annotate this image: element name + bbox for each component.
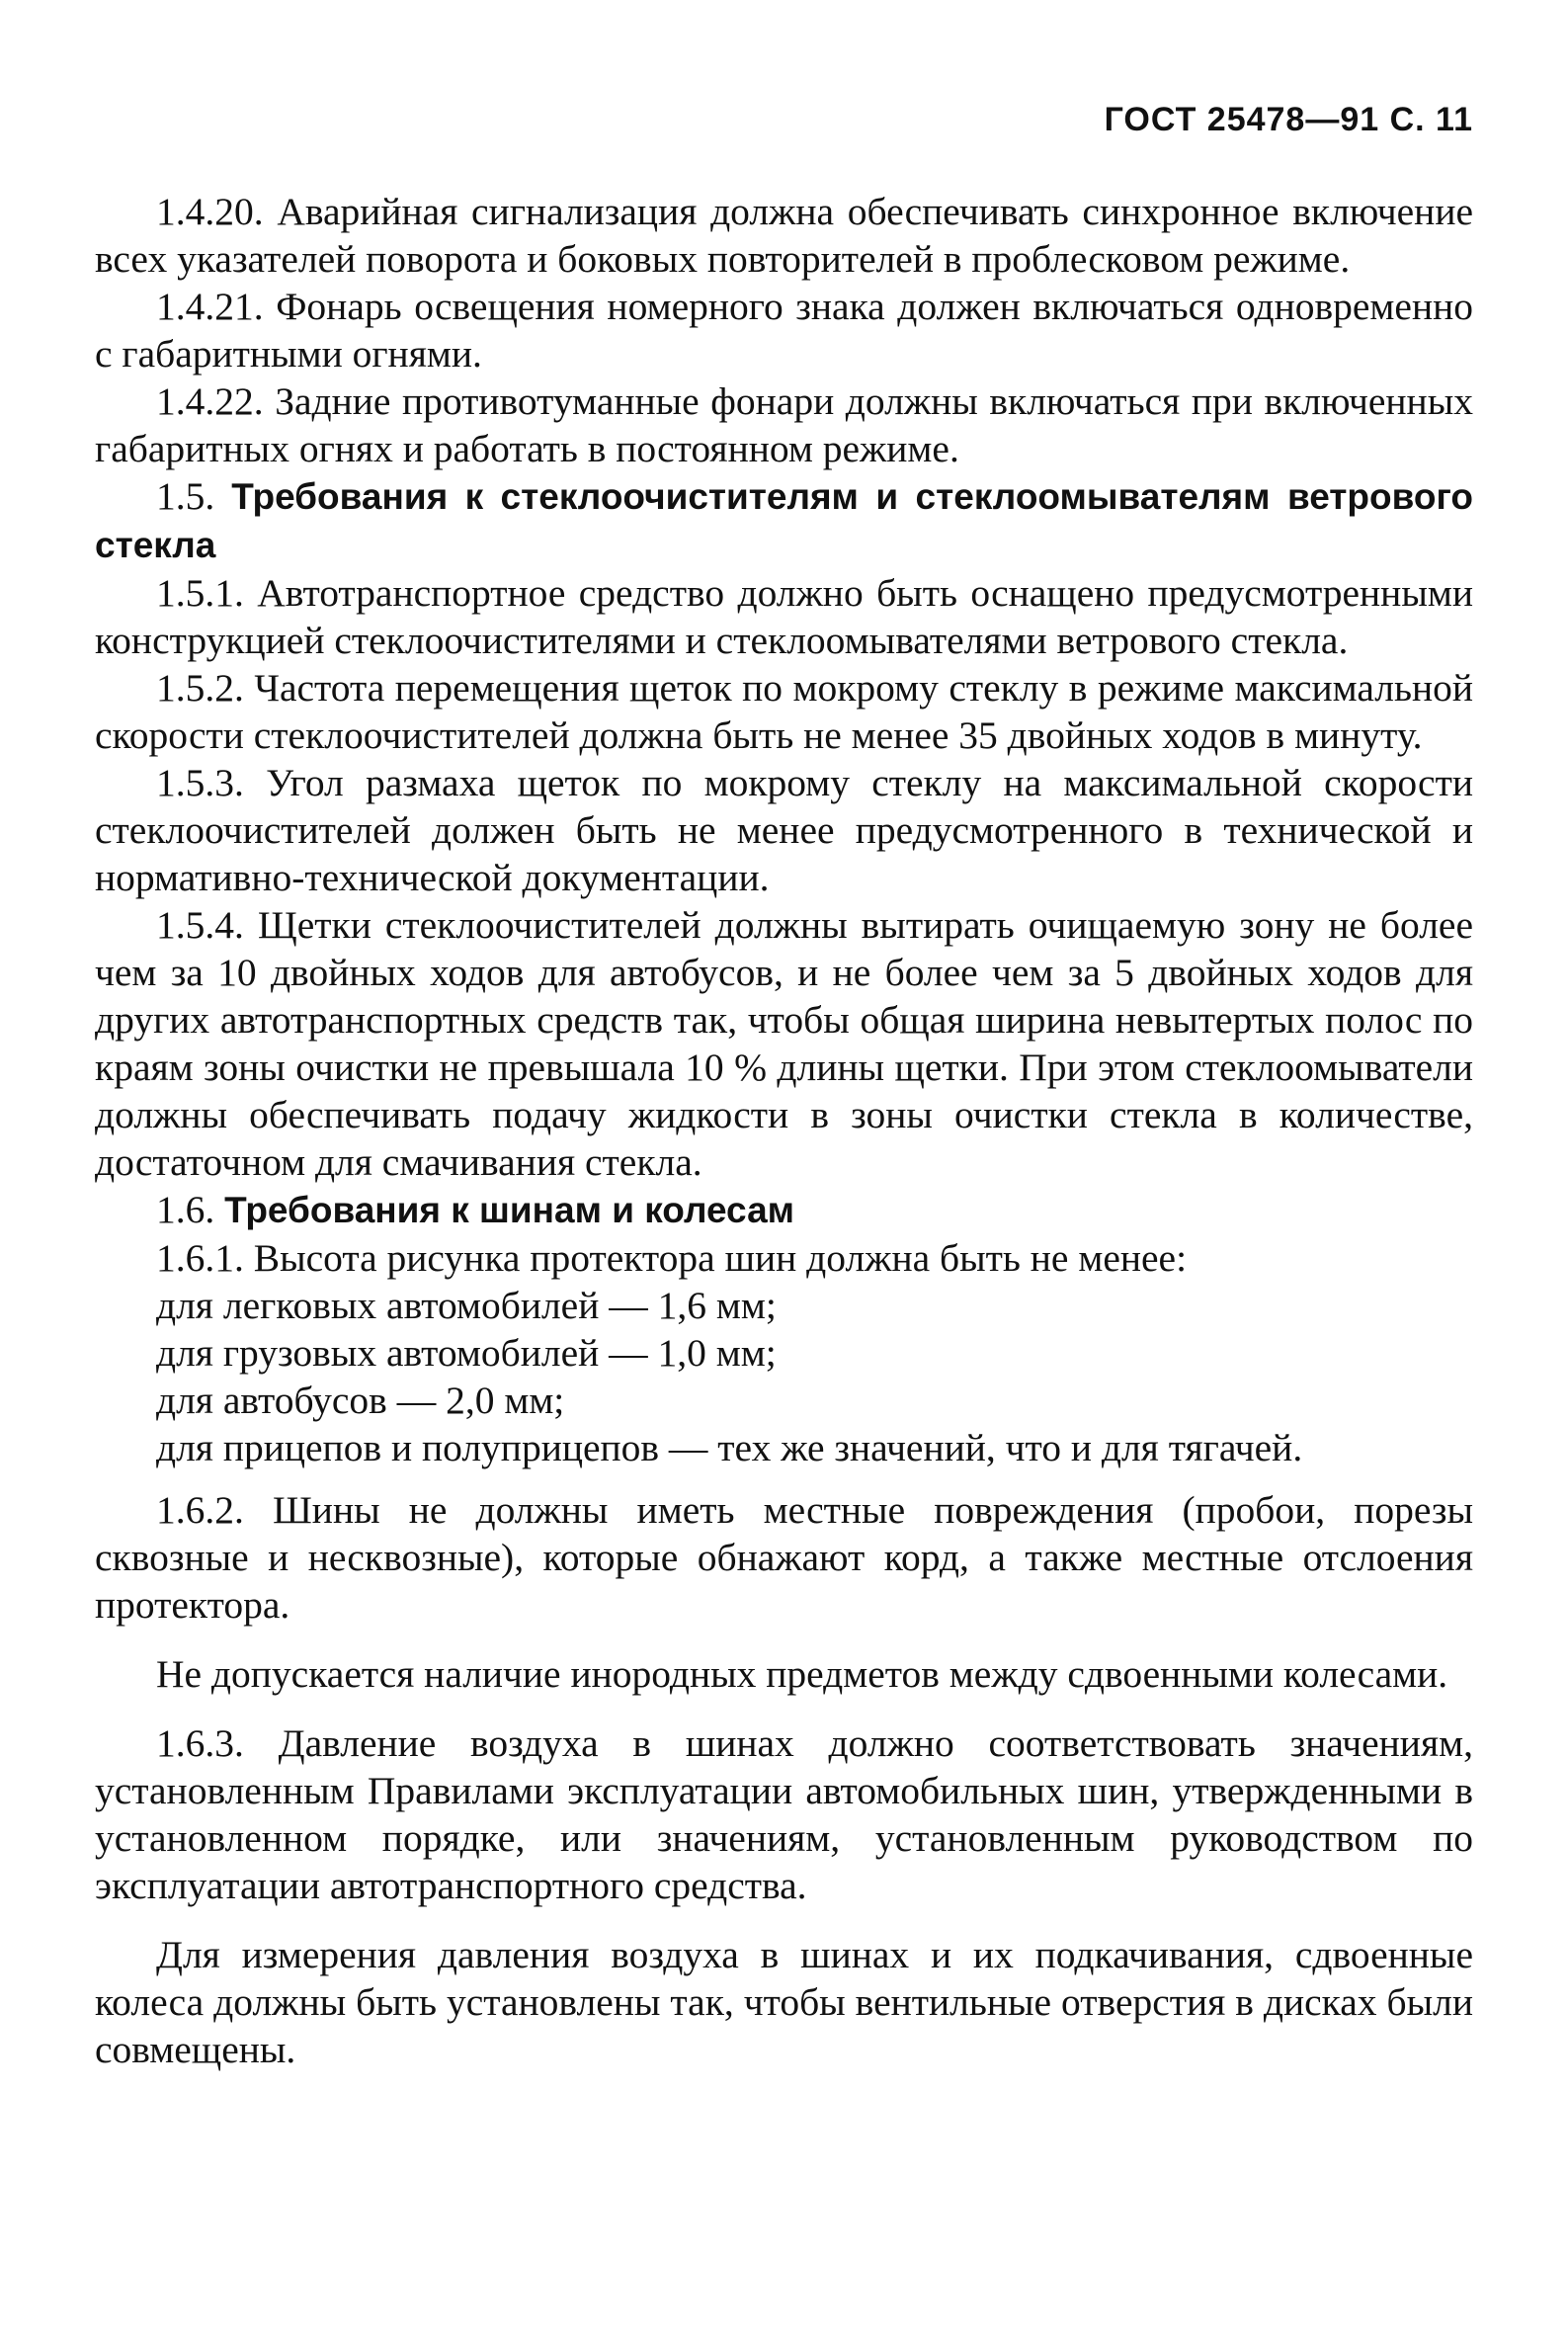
paragraph-1-6-2-continued: Не допускается наличие инородных предметов между сдвоенными колесами. <box>156 1652 1448 1696</box>
paragraph-1-5-3: 1.5.3. Угол размаха щеток по мокрому стеклу на максимальной скорости стеклоочистителей должен быть не менее предусмотренного в технической и нормативно-технической документации. <box>95 761 1473 899</box>
list-item: для легковых автомобилей — 1,6 мм; <box>156 1284 777 1327</box>
paragraph-1-4-20: 1.4.20. Аварийная сигнализация должна обеспечивать синхронное включение всех указателей поворота и боковых повторителей в проблесковом режиме. <box>95 190 1473 281</box>
paragraph-1-6-3: 1.6.3. Давление воздуха в шинах должно соответствовать значениям, установленным Правилами эксплуатации автомобильных шин, утвержденными в установленном порядке, или значениям, установленным руководством по эксплуатации автотранспортного средства. <box>95 1721 1473 1907</box>
section-title: Требования к шинам и колесам <box>224 1190 795 1230</box>
list-item: для грузовых автомобилей — 1,0 мм; <box>156 1331 777 1375</box>
paragraph-1-4-22: 1.4.22. Задние противотуманные фонари должны включаться при включенных габаритных огнях и работать в постоянном режиме. <box>95 379 1473 470</box>
section-heading-1-6 <box>95 1186 1473 1234</box>
paragraph-1-5-2: 1.5.2. Частота перемещения щеток по мокрому стеклу в режиме максимальной скорости стеклоочистителей должна быть не менее 35 двойных ходов в минуту. <box>95 666 1473 757</box>
running-header: ГОСТ 25478—91 С. 11 <box>1104 101 1473 138</box>
section-number: 1.5. <box>156 474 215 518</box>
section-number: 1.6. <box>156 1188 215 1231</box>
list-item: для автобусов — 2,0 мм; <box>156 1379 565 1422</box>
paragraph-1-4-21: 1.4.21. Фонарь освещения номерного знака должен включаться одновременно с габаритными огнями. <box>95 285 1473 376</box>
paragraph-1-6-2: 1.6.2. Шины не должны иметь местные повреждения (пробои, порезы сквозные и несквозные), которые обнажают корд, а также местные отслоения протектора. <box>95 1488 1473 1627</box>
list-item: для прицепов и полуприцепов — тех же значений, что и для тягачей. <box>156 1426 1303 1469</box>
document-body <box>95 188 1473 2073</box>
tread-depth-list <box>95 1282 1473 1471</box>
paragraph-1-5-1: 1.5.1. Автотранспортное средство должно быть оснащено предусмотренными конструкцией стеклоочистителями и стеклоомывателями ветрового стекла. <box>95 571 1473 662</box>
section-title: Требования к стеклоочистителям и стеклоомывателям ветрового стекла <box>95 476 1473 565</box>
paragraph-1-6-3-continued: Для измерения давления воздуха в шинах и их подкачивания, сдвоенные колеса должны быть установлены так, чтобы вентильные отверстия в дисках были совмещены. <box>95 1933 1473 2071</box>
section-heading-1-5 <box>95 472 1473 569</box>
paragraph-1-5-4: 1.5.4. Щетки стеклоочистителей должны вытирать очищаемую зону не более чем за 10 двойных ходов для автобусов, и не более чем за 5 двойных ходов для других автотранспортных средств так, чтобы общая ширина невытертых полос по краям зоны очистки не превышала 10 % длины щетки. При этом стеклоомыватели должны обеспечивать подачу жидкости в зоны очистки стекла в количестве, достаточном для смачивания стекла. <box>95 903 1473 1184</box>
paragraph-1-6-1: 1.6.1. Высота рисунка протектора шин должна быть не менее: <box>156 1236 1188 1280</box>
